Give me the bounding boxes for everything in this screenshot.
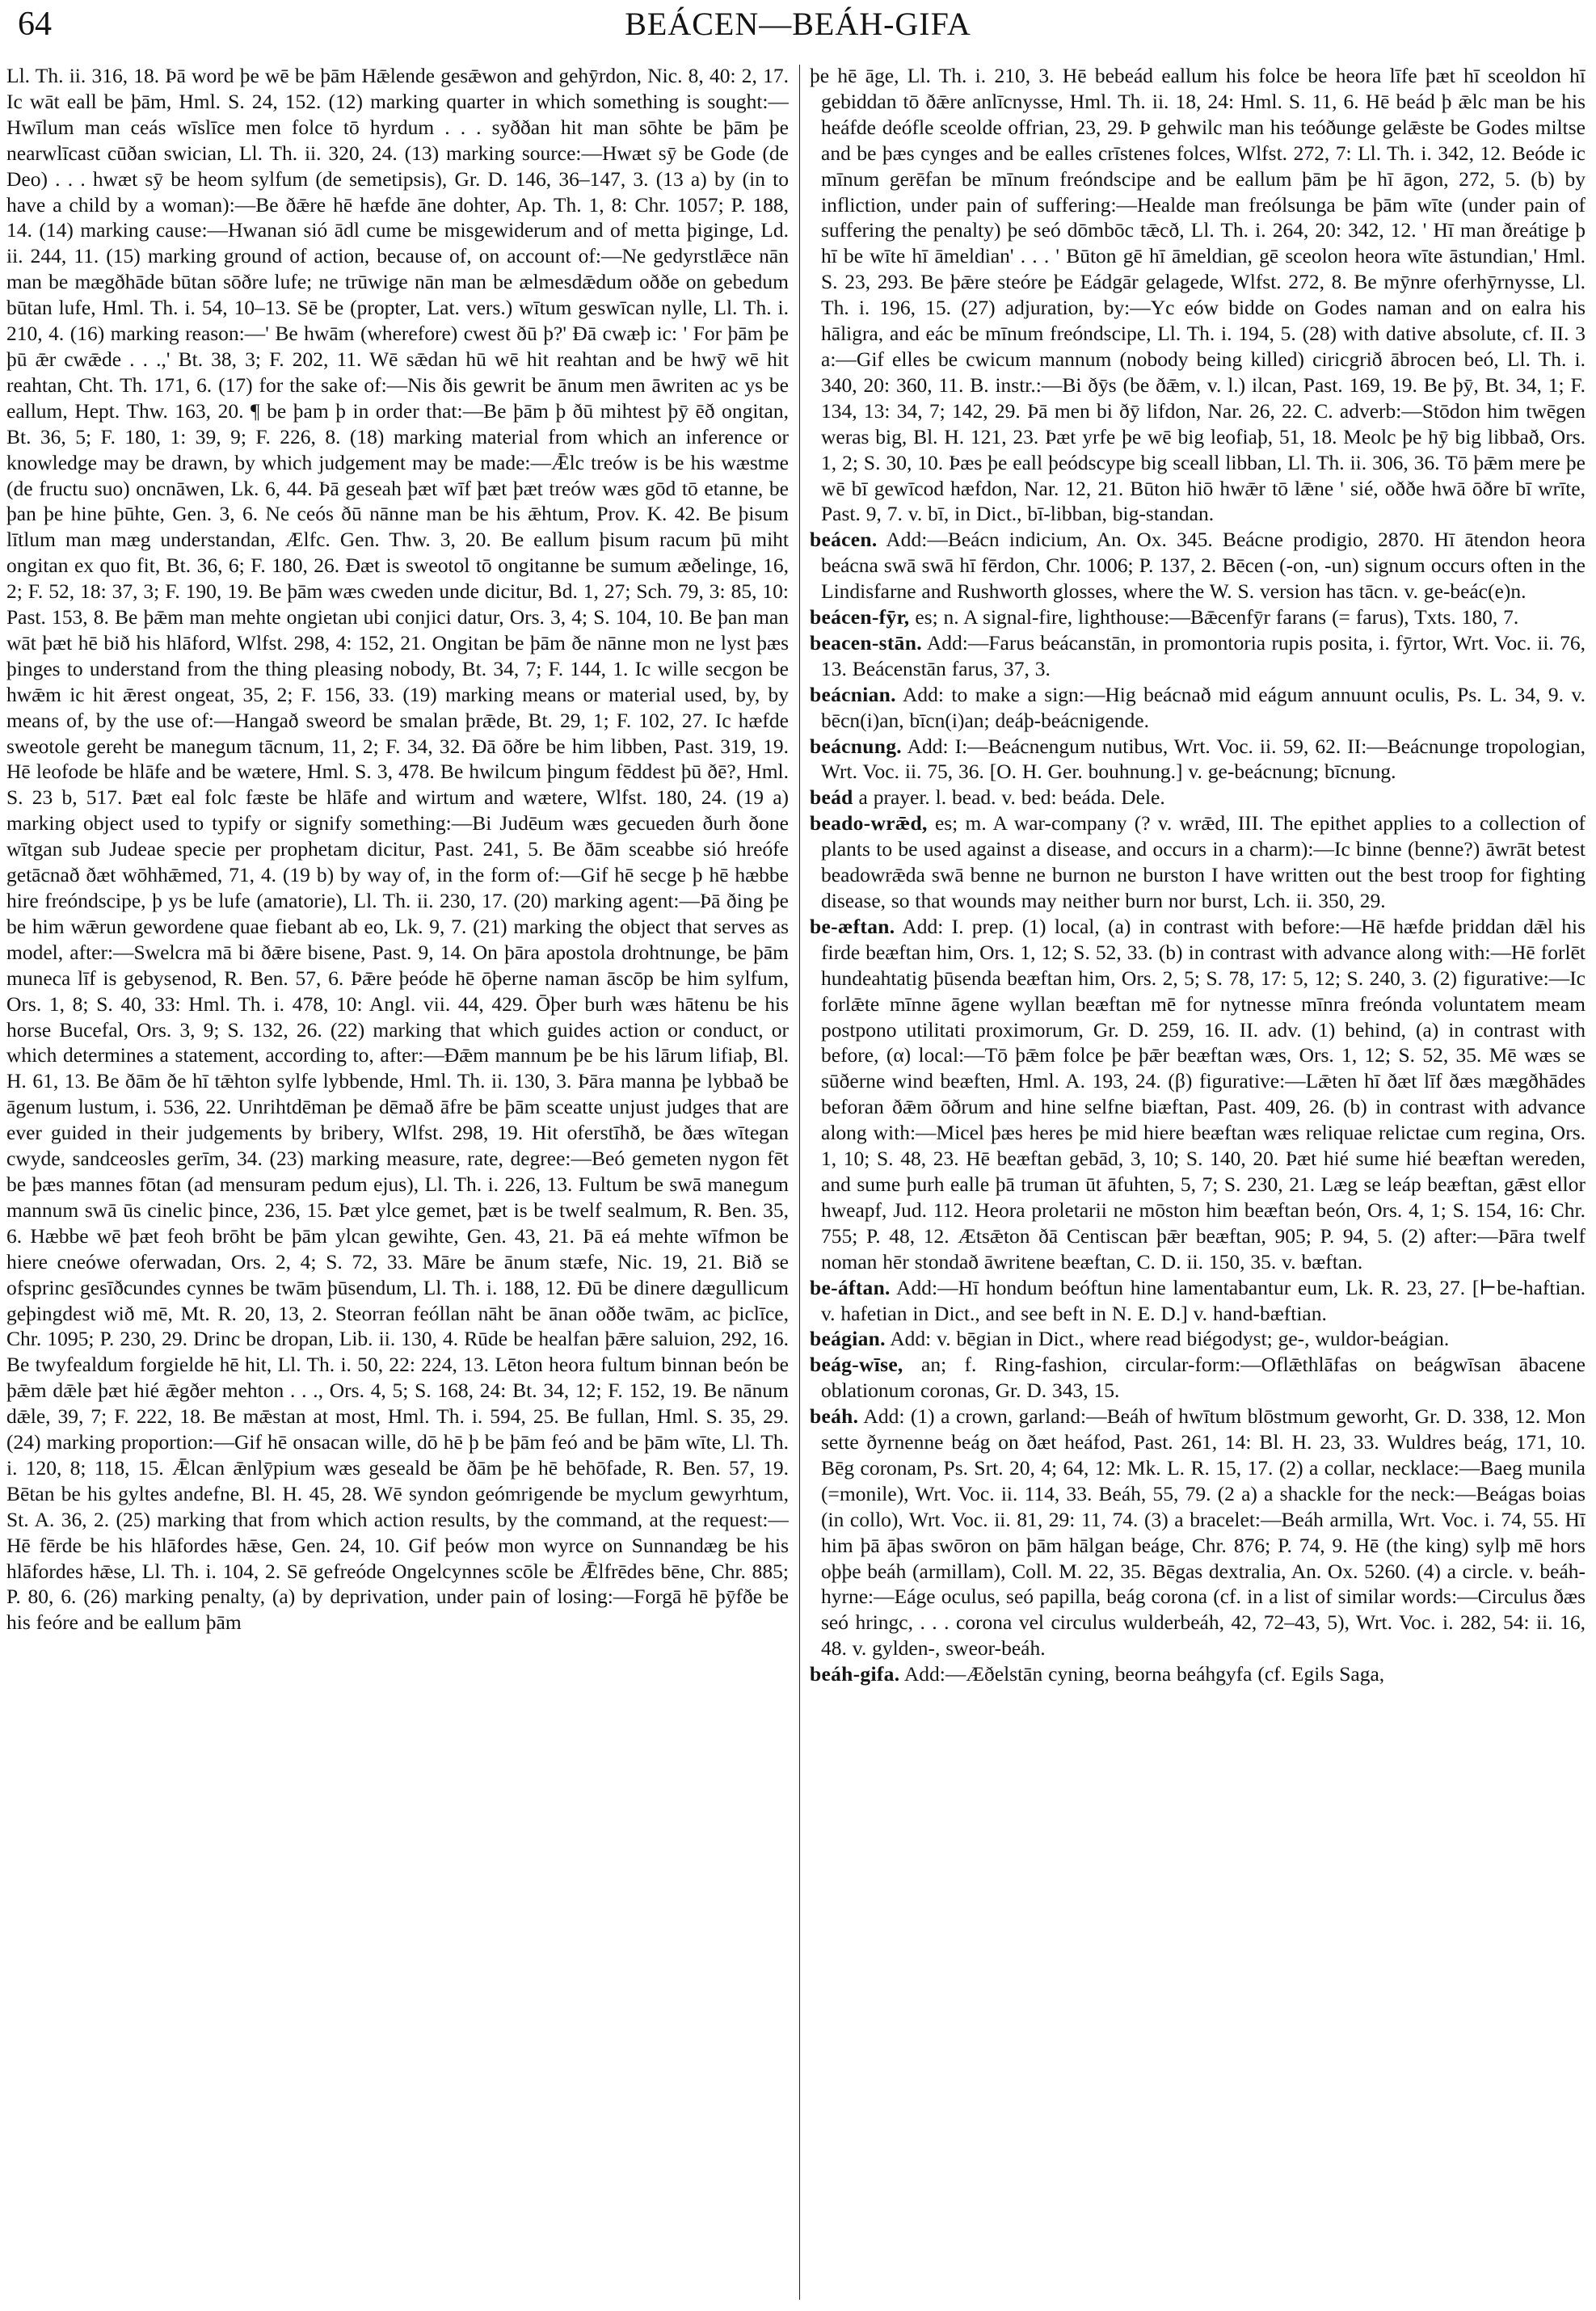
- entry-headword: be-æftan.: [810, 914, 895, 938]
- entry-text: Add:—Farus beácanstān, in promontoria rupis posita, i. fȳrtor, Wrt. Voc. ii. 76, 13. Beácenstān farus, 37, 3.: [821, 630, 1585, 680]
- entry-text: es; m. A war-company (? v. wrǣd, III. The epithet applies to a collection of plants to be used against a disease, and occurs in a charm):—Ic binne (benne?) āwrāt betest beadowrǣda swā benne ne burnon ne burston I have written out the best troop for fighting disease, so that wounds may neither burn nor burst, Lch. ii. 350, 29.: [821, 811, 1585, 912]
- entry-text: Add:—Æðelstān cyning, beorna beáhgyfa (cf. Egils Saga,: [903, 1662, 1385, 1686]
- entry-headword: be-áftan.: [810, 1275, 891, 1299]
- entry-beag-wise: [810, 1352, 1585, 1404]
- entry-beacen: [810, 527, 1585, 604]
- entry-headword: beacen-stān.: [810, 630, 922, 655]
- entry-text: an; f. Ring-fashion, circular-form:—Oflǣthlāfas on beágwīsan ābacene oblationum coronas, Gr. D. 343, 15.: [821, 1353, 1585, 1403]
- entry-headword: beácnung.: [810, 734, 902, 758]
- entry-headword: beágian.: [810, 1327, 886, 1351]
- entry-text: Add:—Hī hondum beóftun hine lamentabantur eum, Lk. R. 23, 27. [⊢be-haftian. v. hafetian in Dict., and see beft in N. E. D.] v. hand-bæftian.: [821, 1275, 1585, 1325]
- entry-text: es; n. A signal-fire, lighthouse:—Bǣcenfȳr farans (= farus), Txts. 180, 7.: [915, 605, 1519, 629]
- entry-beah-gifa: [810, 1661, 1585, 1687]
- entry-text: Add: v. bēgian in Dict., where read biégodyst; ge-, wuldor-beágian.: [890, 1327, 1450, 1351]
- entry-beacen-stan: [810, 630, 1585, 682]
- entry-beacen-fyr: [810, 604, 1585, 630]
- entry-headword: beáh-gifa.: [810, 1662, 900, 1686]
- entry-beagian: [810, 1326, 1585, 1352]
- entry-beacnian: [810, 682, 1585, 734]
- entry-text: Add: I. prep. (1) local, (a) in contrast with before:—Hē hæfde þriddan dǣl his firde beæftan him, Ors. 1, 12; S. 52, 33. (b) in contrast with advance along with:—Hē forlēt hundeahtatig þūsenda beæftan him, Ors. 2, 5; S. 78, 17: 5, 12; S. 240, 3. (2) figurative:—Ic forlǣte mīnne āgene wyllan beæftan mē for nytnesse mīnra freónda voluntatem meam postpono utilitati proximorum, Gr. D. 259, 16. II. adv. (1) behind, (a) in contrast with before, (α) local:—Tō þǣm folce þe þǣr beæftan wæs, Ors. 1, 12; S. 52, 35. Mē wæs se sūðerne wind beæften, Hml. A. 193, 24. (β) figurative:—Lǣten hī ðæt līf ðæs mægðhādes beforan ðǣm ōðrum and hine selfne biæftan, Past. 409, 26. (b) in contrast with advance along with:—Micel þæs heres þe mid hiere beæftan wæs reliquae relictae cum regina, Ors. 1, 10; S. 48, 23. Hē beæftan gebād, 3, 10; S. 140, 20. Þæt hié sume hié beæftan wereden, and sume þurh ealle þā truman ūt āfuhten, 5, 7; S. 230, 21. Læg se leáp beæftan, gǣst ellor hweарf, Jud. 112. Heora proletarii ne mōston him beæftan beón, Ors. 4, 1; S. 154, 16: Chr. 755; P. 48, 12. Ætsǣton ðā Centiscan þǣr beæftan, 905; P. 94, 5. (2) after:—Þāra twelf noman hēr stondað āwritene beæftan, C. D. ii. 150, 35. v. bæftan.: [821, 914, 1585, 1273]
- entry-headword: beácen-fȳr,: [810, 605, 910, 629]
- running-title: BEÁCEN—BEÁH-GIFA: [625, 6, 971, 42]
- entry-continuation-text: Ll. Th. ii. 316, 18. Þā word þe wē be þām Hǣlende gesǣwon and gehȳrdon, Nic. 8, 40: 2, 17. Ic wāt eall be þām, Hml. S. 24, 152. (12) marking quarter in which something is sought:—Hwīlum man ceás wīslīce men folce tō hyrdum . . . syððan hit man sōhte be þām þe nearwlīcast cūðan swician, Ll. Th. ii. 320, 24. (13) marking source:—Hwæt sȳ be Gode (de Deo) . . . hwæt sȳ be heom sylfum (de semetipsis), Gr. D. 146, 36–147, 3. (13 a) by (in to have a child by a woman):—Be ðǣre hē hæfde āne dohter, Ap. Th. 1, 8: Chr. 1057; P. 188, 14. (14) marking cause:—Hwanan sió ādl cume be misgewiderum and of metta þiginge, Ld. ii. 244, 11. (15) marking ground of action, because of, on account of:—Ne gedyrstlǣce nān man be mægðhāde būtan sōðre lufe; ne trūwige nān man be ælmesdǣdum oððe on gebedum būtan lufe, Hml. Th. i. 54, 10–13. Sē be (propter, Lat. vers.) wītum geswīcan nylle, Ll. Th. i. 210, 4. (16) marking reason:—' Be hwām (wherefore) cwest ðū þ?' Ðā cwæþ ic: ' For þām þe þū ǣr cwǣde . . .,' Bt. 38, 3; F. 202, 11. Wē sǣdan hū wē hit reahtan and be hwȳ wē hit reahtan, Cht. Th. 171, 6. (17) for the sake of:—Nis ðis gewrit be ānum men āwriten ac ys be eallum, Hept. Thw. 163, 20. ¶ be þam þ in order that:—Be þām þ ðū mihtest þȳ ēð ongitan, Bt. 36, 5; F. 180, 1: 39, 9; F. 226, 8. (18) marking material from which an inference or knowledge may be drawn, by which judgement may be made:—Ǣlc treów is be his wæstme (de fructu suo) oncnāwen, Lk. 6, 44. Þā geseah þæt wīf þæt þæt treów wæs gōd tō etanne, be þan þe hine þūhte, Gen. 3, 6. Ne ceós ðū nānne man be his ǣhtum, Prov. K. 42. Be þisum lītlum man mæg understandan, Ælfc. Gen. Thw. 3, 20. Be eallum þisum racum þū miht ongitan ex quo fit, Bt. 36, 6; F. 180, 26. Ðæt is sweotol tō ongitanne be sumum æðelinge, 16, 2; F. 52, 18: 37, 3; F. 190, 19. Be þām wæs cweden unde dicitur, Bd. 1, 27; Sch. 79, 3: 85, 10: Past. 153, 8. Be þǣm man mehte ongietan ubi conjici datur, Ors. 3, 4; S. 104, 10. Be þan man wāt þæt hē bið his hlāford, Wlfst. 298, 4: 152, 21. Ongitan be þām ðe nānne mon ne lyst þæs þinges to understand from the thing pleasing nobody, Bt. 34, 7; F. 144, 1. Ic wille secgon be hwǣm ic hit ǣrest ongeat, 35, 2; F. 156, 33. (19) marking means or material used, by, by means of, by the use of:—Hangað sweord be smalan þrǣde, Bt. 29, 1; F. 102, 27. Ic hæfde sweotole gereht be manegum tācnum, 11, 2; F. 34, 32. Ðā ōðre be him libben, Past. 319, 19. Hē leofode be hlāfe and be wætere, Hml. S. 3, 478. Be hwilcum þingum fēddest þū ðē?, Hml. S. 23 b, 517. Þæt eal folc fæste be hlāfe and wirtum and wætere, Wlfst. 180, 24. (19 a) marking object used to typify or signify something:—Bi Judēum wæs gecueden ðurh ðone wītgan sub Judeae specie per prophetam dicitur, Past. 241, 5. Be ðām sceabbe sió hreófe getācnað ðæt wōhhǣmed, 71, 4. (19 b) by way of, in the form of:—Gif hē secge þ hē hæbbe hire freóndscipe, þ ys be lufe (amatorie), Ll. Th. ii. 230, 17. (20) marking agent:—Þā ðing þe be him wǣrun gewordene quae fiebant ab eo, Lk. 9, 7. (21) marking the object that serves as model, after:—Swelcra mā bi ðǣre bisene, Past. 9, 14. On þāra apostola drohtnunge, be þām muneca līf is gebysenod, R. Ben. 57, 6. Þǣre þeóde hē ōþerne naman āscōp be him sylfum, Ors. 1, 8; S. 40, 33: Hml. Th. i. 478, 10: Angl. vii. 44, 429. Ōþer burh wæs hātenu be his horse Bucefal, Ors. 3, 9; S. 132, 26. (22) marking that which guides action or conduct, or which determines a statement, according to, after:—Ðǣm mannum þe be his lārum lifiaþ, Bl. H. 61, 13. Be ðām ðe hī tǣhton sylfe lybbende, Hml. Th. ii. 130, 3. Þāra manna þe lybbað be āgenum lustum, i. 536, 22. Unrihtdēman þe dēmað āfre be þām sceatte unjust judges that are ever guided in their judgements by bribery, Wlfst. 298, 19. Hit oferstīhð, be ðæs wītegan cwyde, sandceosles gerīm, 34. (23) marking measure, rate, degree:—Beó gemeten nygon fēt be þæs mannes fōtan (ad mensuram pedum ejus), Ll. Th. i. 226, 13. Fultum be swā manegum mannum swā ūs cinelic þince, 236, 15. Þæt ylce gemet, þæt is be twelf sealmum, R. Ben. 35, 6. Hæbbe wē þæt feoh brōht be þām ylcan gewihte, Gen. 43, 21. Þā eá mehte wīfmon be hiere cneówe oferwadan, Ors. 2, 4; S. 72, 33. Māre be ānum stæfe, Nic. 19, 21. Bið se ofsprinc gesīðcundes cynnes be twām þūsendum, Ll. Th. i. 188, 12. Ðū be dinere dægullicum geþingdest wið mē, Mt. R. 20, 13, 2. Steorran feóllan nāht be ānan oððe twām, ac þiclīce, Chr. 1095; P. 230, 29. Drinc be dropan, Lib. ii. 130, 4. Rūde be healfan þǣre saluion, 292, 16. Be twyfealdum forgielde hē hit, Ll. Th. i. 50, 22: 224, 13. Lēton heora fultum binnan beón be þǣm dǣle þæt hié ǣgðer mehton . . ., Ors. 4, 5; S. 168, 24: Bt. 34, 12; F. 152, 19. Be nānum dǣle, 39, 7; F. 222, 18. Be mǣstan at most, Hml. Th. i. 594, 25. Be fullan, Hml. S. 35, 29. (24) marking proportion:—Gif hē onsacan wille, dō hē þ be þām feó and be þām wīte, Ll. Th. i. 120, 8; 118, 15. Ǣlcan ǣnlȳpium wæs geseald be ðām þe hē behōfade, R. Ben. 57, 19. Bētan be his gyltes andefne, Bl. H. 45, 28. Wē syndon geómrigende be myclum gewyrhtum, St. A. 36, 2. (25) marking that from which action results, by the command, at the request:—Hē fērde be his hlāfordes hǣse, Gen. 24, 10. Gif þeów mon wyrce on Sunnandæg be his hlāfordes hǣse, Ll. Th. i. 104, 2. Sē gefreóde Ongelcynnes scōle be Ǣlfrēdes bēne, Chr. 885; P. 80, 6. (26) marking penalty, (a) by deprivation, under pain of losing:—Forgā hē þȳfðe be his feóre and be eallum þām: [6, 64, 789, 1635]
- entry-headword: beáh.: [810, 1404, 859, 1429]
- entry-headword: beág-wīse,: [810, 1353, 903, 1377]
- entry-be-aftan: [810, 1275, 1585, 1327]
- column-divider: [799, 65, 800, 2300]
- entry-text: þe hē āge, Ll. Th. i. 210, 3. Hē bebeád eallum his folce be heora līfe þæt hī sceoldon hī gebiddan tō ðǣre anlīcnysse, Hml. Th. ii. 18, 24: Hml. S. 11, 6. Hē beád þ ǣlc man be his heáfde deófle sceolde offrian, 23, 29. Þ gehwilc man his teóðunge gelǣste be Godes miltse and be þæs cynges and be ealles crīstenes folces, Wlfst. 272, 7: Ll. Th. i. 342, 12. Beóde ic mīnum gerēfan be mīnum freóndscipe and be eallum þām þe hī āgon, 272, 5. (b) by infliction, under pain of suffering:—Healde man freólsunga be þām wīte (under pain of suffering the penalty) þe seó dōmbōc tǣcð, Ll. Th. i. 264, 20: 342, 12. ' Hī man ðreátige þ hī be wīte hī āmeldian' . . . ' Būton gē hī āmeldian, gē sceolon heora wīte āstundian,' Hml. S. 23, 293. Be þǣre steóre þe Eádgār gelagede, Wlfst. 272, 8. Be mȳnre oferhȳrnysse, Ll. Th. i. 196, 15. (27) adjuration, by:—Yc eów bidde on Godes naman and on ealra his hāligra, and eác be mīnum freóndscipe, Ll. Th. i. 194, 5. (28) with dative absolute, cf. II. 3 a:—Gif elles be cwicum mannum (nobody being killed) ciricgrið ābrocen beó, Ll. Th. i. 340, 20: 360, 11. B. instr.:—Bi ðȳs (be ðǣm, v. l.) ilcan, Past. 169, 19. Be þȳ, Bt. 34, 1; F. 134, 13: 34, 7; 142, 29. Þā men bi ðȳ lifdon, Nar. 26, 22. C. adverb:—Stōdon him twēgen weras big, Bl. H. 121, 23. Þæt yrfe þe wē big leofiaþ, 51, 18. Meolc þe hȳ big libbað, Ors. 1, 2; S. 30, 10. Þæs þe eall þeódscype big sceall libban, Ll. Th. ii. 306, 36. Tō þǣm mere þe wē bī gewīcod hæfdon, Nar. 12, 21. Būton hiō hwǣr tō lǣne ' sié, oððe hwā ōðre bī wrīte, Past. 9, 7. v. bī, in Dict., bī-libban, big-standan.: [810, 64, 1585, 526]
- left-column: [6, 63, 789, 2301]
- entry-headword: beado-wrǣd,: [810, 811, 928, 836]
- entry-text: a prayer. l. bead. v. bed: beáda. Dele.: [858, 785, 1165, 810]
- entry-text: Add: I:—Beácnengum nutibus, Wrt. Voc. ii. 59, 62. II:—Beácnunge tropologian, Wrt. Voc. ii. 75, 36. [O. H. Ger. bouhnung.] v. ge-beácnung; bīcnung.: [821, 734, 1585, 784]
- entry-text: Add:—Beácn indicium, An. Ox. 345. Beácne prodigio, 2870. Hī ātendon heora beácna swā swā hī fērdon, Chr. 1006; P. 137, 2. Bēcen (-on, -un) signum occurs often in the Lindisfarne and Rushworth glosses, where the W. S. version has tācn. v. ge-beác(e)n.: [821, 528, 1585, 604]
- entry-be-aeftan: [810, 914, 1585, 1275]
- page-number: 64: [18, 6, 52, 43]
- entry-text: Add: (1) a crown, garland:—Beáh of hwītum blōstmum geworht, Gr. D. 338, 12. Mon sette ðyrnenne beág on ðæt heáfod, Past. 261, 14: Bl. H. 23, 33. Wuldres beág, 171, 10. Bēg coronam, Ps. Srt. 20, 4; 64, 12: Mk. L. R. 15, 17. (2) a collar, necklace:—Baeg munila (=monile), Wrt. Voc. ii. 114, 33. Beáh, 55, 79. (2 a) a shackle for the neck:—Beágas boias (in collo), Wrt. Voc. ii. 81, 29: 11, 74. (3) a bracelet:—Beáh armilla, Wrt. Voc. i. 74, 55. Hī him þā āþas swōron on þām hālgan beáge, Chr. 876; P. 74, 9. Hē (the king) sylþ mē hors oþþe beáh (armillam), Coll. M. 22, 35. Bēgas dextralia, An. Ox. 5260. (4) a circle. v. beáh-hyrne:—Eáge oculus, seó papilla, beág corona (cf. in a list of similar words:—Circulus ðæs seó hringc, . . . corona vel circulus wulderbeáh, 42, 72–43, 5), Wrt. Voc. i. 282, 54: ii. 16, 48. v. gylden-, sweor-beáh.: [821, 1404, 1585, 1661]
- entry-beado-wraed: [810, 810, 1585, 914]
- entry-beah: [810, 1404, 1585, 1661]
- entry-headword: beád: [810, 785, 853, 810]
- right-column: [810, 63, 1585, 2301]
- entry-headword: beácen.: [810, 528, 878, 552]
- entry-text: Add: to make a sign:—Hig beácnað mid eágum annuunt oculis, Ps. L. 34, 9. v. bēcn(i)an, bīcn(i)an; deáþ-beácnigende.: [821, 682, 1585, 732]
- running-header: [0, 0, 1596, 48]
- entry-bead: [810, 785, 1585, 810]
- entry-headword: beácnian.: [810, 682, 896, 706]
- entry-continuation: [810, 63, 1585, 527]
- entry-beacnung: [810, 734, 1585, 785]
